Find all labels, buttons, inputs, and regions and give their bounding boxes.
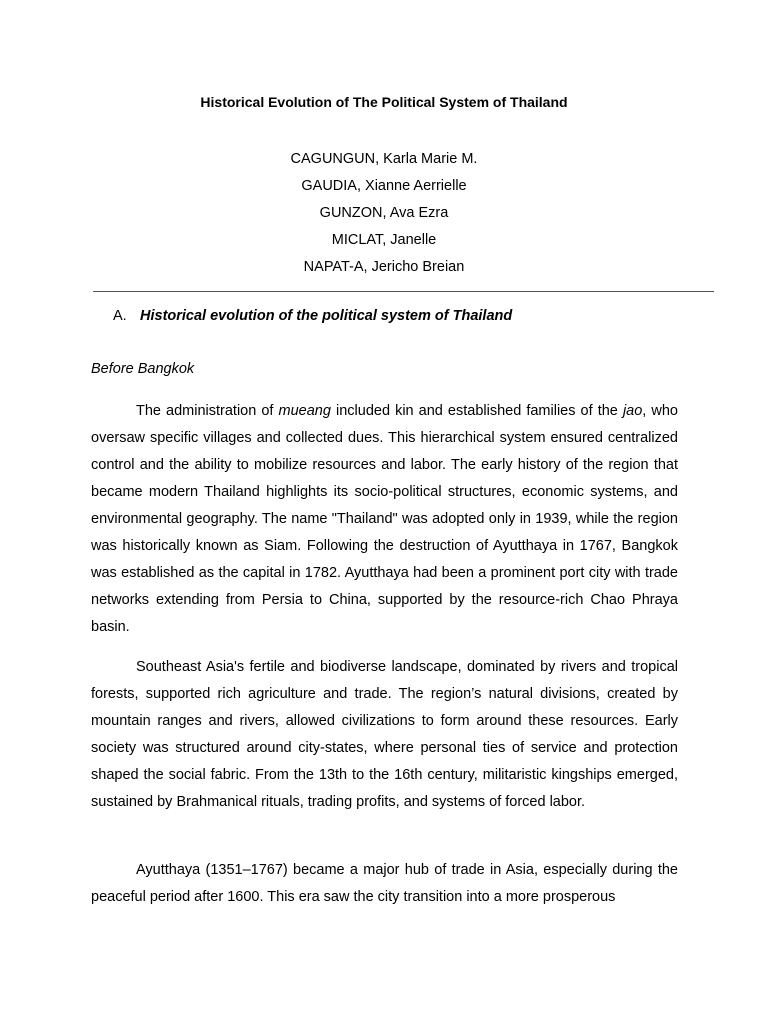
section-heading-text: Historical evolution of the political system of Thailand [140,308,513,324]
body-paragraph [91,398,678,641]
section-letter: A. [113,308,127,324]
author-name: CAGUNGUN, Karla Marie M. [290,151,478,167]
author-list [0,146,768,281]
horizontal-divider [93,291,714,292]
author-name: MICLAT, Janelle [331,232,437,248]
subheading: Before Bangkok [91,361,195,377]
body-paragraph: Ayutthaya (1351–1767) became a major hub of trade in Asia, especially during the peaceful period after 1600. This era saw the city transition into a more prosperous [91,862,678,905]
paragraph-text: The administration of [136,403,279,419]
author-name: GUNZON, Ava Ezra [319,205,449,221]
author-name: GAUDIA, Xianne Aerrielle [301,178,467,194]
section-heading [113,307,512,326]
paragraph-text: included kin and established families of the [330,403,623,419]
italic-term: jao [622,403,643,419]
author-name: NAPAT-A, Jericho Breian [303,259,465,275]
italic-term: mueang [278,403,331,419]
document-title: Historical Evolution of The Political System of Thailand [200,94,568,110]
paragraph-text: , who oversaw specific villages and collected dues. This hierarchical system ensured centralized control and the ability to mobilize resources and labor. The early history of the region that became modern Thailand highlights its socio-political structures, economic systems, and environmental geography. The name "Thailand" was adopted only in 1939, while the region was historically known as Siam. Following the destruction of Ayutthaya in 1767, Bangkok was established as the capital in 1782. Ayutthaya had been a prominent port city with trade networks extending from Persia to China, supported by the resource-rich Chao Phraya basin. [91,403,678,635]
body-paragraph: Southeast Asia's fertile and biodiverse landscape, dominated by rivers and tropical forests, supported rich agriculture and trade. The region’s natural divisions, created by mountain ranges and rivers, allowed civilizations to form around these resources. Early society was structured around city-states, where personal ties of service and protection shaped the social fabric. From the 13th to the 16th century, militaristic kingships emerged, sustained by Brahmanical rituals, trading profits, and systems of forced labor. [91,659,678,810]
